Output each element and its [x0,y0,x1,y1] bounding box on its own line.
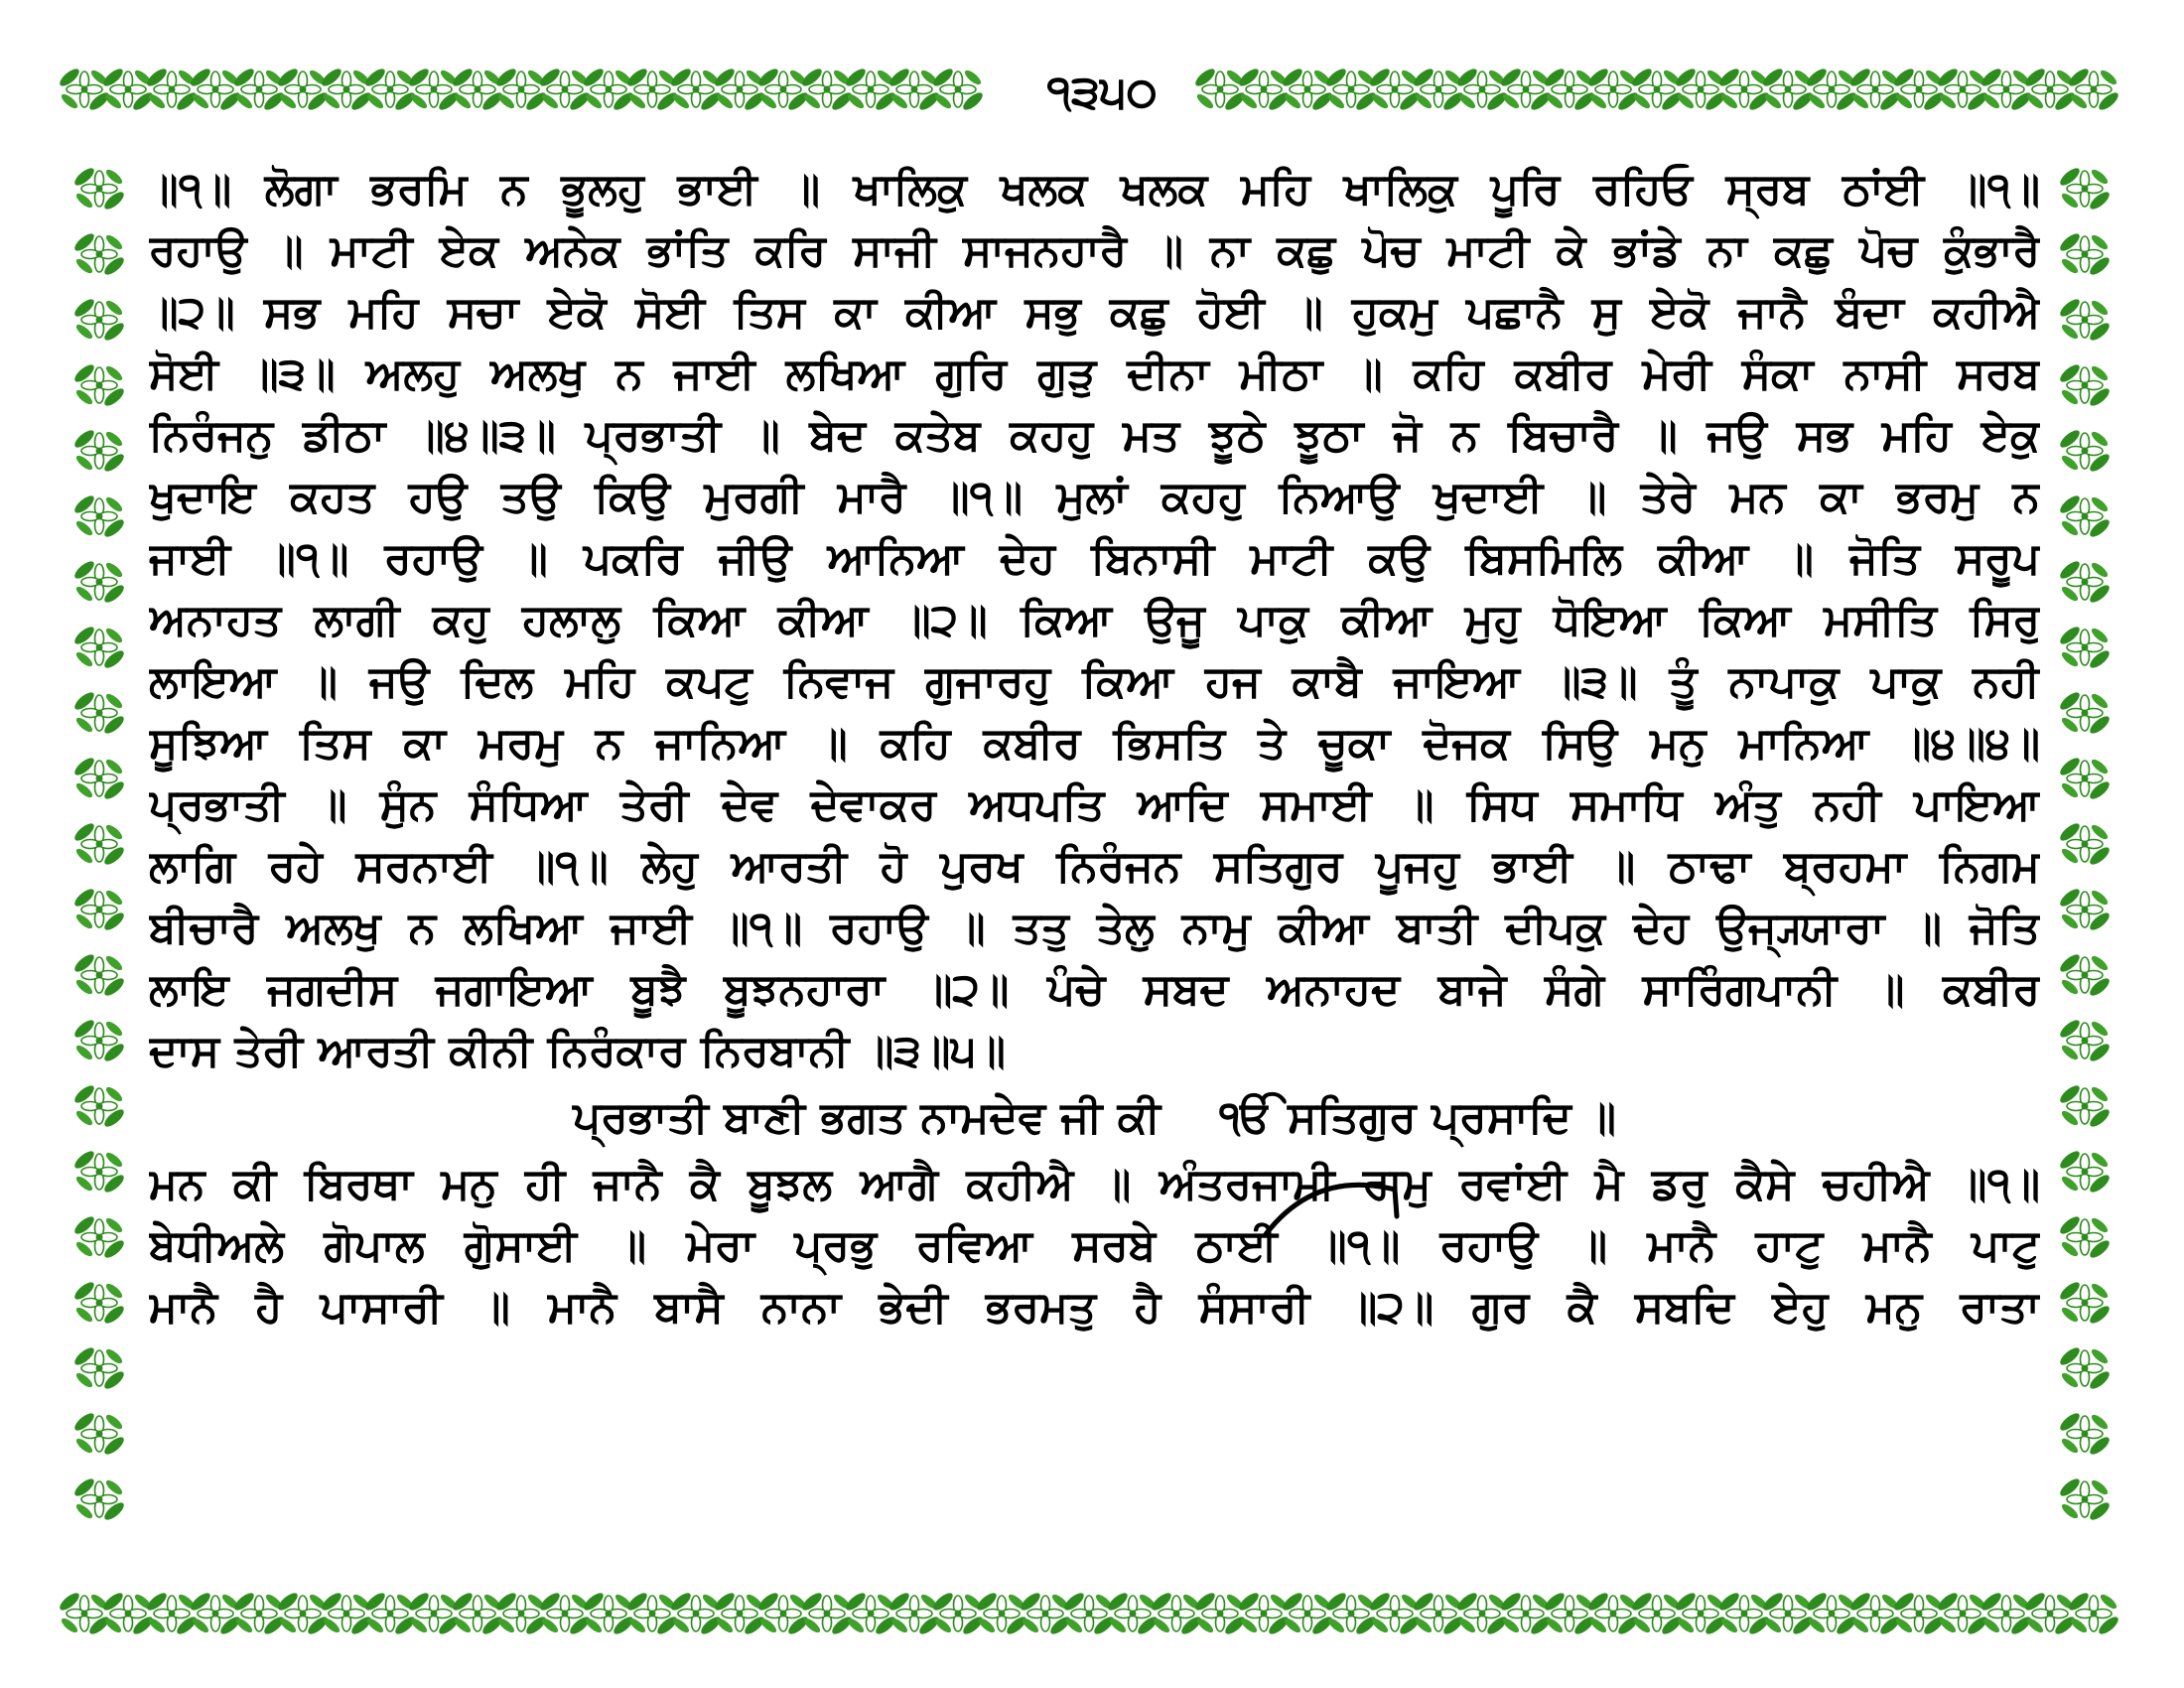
text-line: ਲਾਇਆ ॥ ਜਉ ਦਿਲ ਮਹਿ ਕਪਟੁ ਨਿਵਾਜ ਗੁਜਾਰਹੁ ਕਿਆ ਹਜ ਕਾਬੈ ਜਾਇਆ ॥੩॥ ਤੂੰ ਨਾਪਾਕੁ ਪਾਕੁ ਨਹੀ [149,656,2040,707]
border-flower-icon [72,1344,127,1391]
border-flower-icon [800,66,855,112]
border-flower-icon [1455,1590,1510,1636]
border-flower-icon [669,1590,724,1636]
border-flower-icon [1630,1590,1685,1636]
border-flower-icon [2058,886,2113,932]
border-flower-icon [2058,1213,2113,1260]
border-flower-icon [1586,1590,1641,1636]
border-flower-icon [2058,427,2113,474]
border-flower-icon [2058,1476,2113,1522]
border-flower-icon [189,1590,243,1636]
border-flower-icon [72,296,127,343]
border-flower-icon [1412,1590,1466,1636]
border-flower-icon [2058,1082,2113,1129]
border-flower-icon [1150,1590,1204,1636]
border-flower-icon [713,66,767,112]
border-flower-icon [363,66,418,112]
border-flower-icon [363,1590,418,1636]
border-flower-icon [756,1590,811,1636]
border-flower-icon [1892,66,1947,112]
border-flower-icon [72,624,127,670]
border-flower-icon [1368,1590,1423,1636]
border-flower-icon [276,66,331,112]
border-flower-icon [1281,1590,1335,1636]
border-flower-icon [2058,361,2113,408]
border-flower-icon [2067,66,2121,112]
border-flower-icon [1324,1590,1379,1636]
text-line: ਮਾਨੈ ਹੈ ਪਾਸਾਰੀ ॥ ਮਾਨੈ ਬਾਸੈ ਨਾਨਾ ਭੇਦੀ ਭਰਮਤੁ ਹੈ ਸੰਸਾਰੀ ॥੨॥ ਗੁਰ ਕੈ ਸਬਦਿ ਏਹੁ ਮਨੁ ਰਾਤਾ [149,1282,2040,1333]
border-flower-icon [2067,1590,2121,1636]
border-flower-icon [145,1590,200,1636]
border-flower-icon [145,66,200,112]
border-flower-icon [1237,1590,1292,1636]
border-flower-icon [232,1590,287,1636]
border-flower-icon [1717,1590,1772,1636]
border-flower-icon [2058,296,2113,343]
border-flower-icon [1936,1590,1990,1636]
border-flower-icon [756,66,811,112]
border-flower-icon [1586,66,1641,112]
border-flower-icon [1630,66,1685,112]
border-flower-icon [1237,66,1292,112]
border-flower-icon [1674,66,1728,112]
border-flower-icon [58,66,112,112]
border-flower-icon [844,1590,898,1636]
border-flower-icon [1499,1590,1554,1636]
border-flower-icon [2058,558,2113,605]
border-flower-icon [2058,165,2113,211]
border-flower-icon [189,66,243,112]
border-flower-icon [582,1590,636,1636]
heading-invocation: ੴ ਸਤਿਗੁਰ ਪ੍ਰਸਾਦਿ ॥ [1219,1092,1616,1143]
border-flower-icon [494,66,549,112]
border-flower-icon [1324,66,1379,112]
border-flower-icon [1761,1590,1816,1636]
scripture-text [149,159,2040,1338]
border-flower-icon [276,1590,331,1636]
border-flower-icon [320,1590,374,1636]
text-line: ਬੇਧੀਅਲੇ ਗੋਪਾਲ ਗੋੁਸਾਈ ॥ ਮੇਰਾ ਪ੍ਰਭੁ ਰਵਿਆ ਸਰਬੇ ਠਾਈ ॥੧॥ ਰਹਾਉ ॥ ਮਾਨੈ ਹਾਟੁ ਮਾਨੈ ਪਾਟੁ [149,1220,2040,1271]
border-flower-icon [2058,755,2113,801]
border-flower-icon [494,1590,549,1636]
border-flower-icon [1848,1590,1903,1636]
border-flower-icon [931,1590,986,1636]
border-flower-icon [101,66,156,112]
text-line: ਲਾਇ ਜਗਦੀਸ ਜਗਾਇਆ ਬੂਝੈ ਬੂਝਨਹਾਰਾ ॥੨॥ ਪੰਚੇ ਸਬਦ ਅਨਾਹਦ ਬਾਜੇ ਸੰਗੇ ਸਾਰਿੰਗਪਾਨੀ ॥ ਕਬੀਰ [149,964,2040,1015]
text-line: ਨਿਰੰਜਨੁ ਡੀਠਾ ॥੪॥੩॥ ਪ੍ਰਭਾਤੀ ॥ ਬੇਦ ਕਤੇਬ ਕਹਹੁ ਮਤ ਝੂਠੇ ਝੂਠਾ ਜੋ ਨ ਬਿਚਾਰੈ ॥ ਜਉ ਸਭ ਮਹਿ ਏਕੁ [149,410,2040,461]
border-flower-icon [2058,1410,2113,1457]
border-flower-icon [1674,1590,1728,1636]
border-flower-icon [72,1213,127,1260]
border-flower-icon [2023,66,2078,112]
border-flower-icon [669,66,724,112]
border-flower-icon [931,66,986,112]
border-flower-icon [1848,66,1903,112]
text-line: ਸੂਝਿਆ ਤਿਸ ਕਾ ਮਰਮੁ ਨ ਜਾਨਿਆ ॥ ਕਹਿ ਕਬੀਰ ਭਿਸਤਿ ਤੇ ਚੂਕਾ ਦੋਜਕ ਸਿਉ ਮਨੁ ਮਾਨਿਆ ॥੪॥੪॥ [149,718,2040,769]
border-flower-icon [1062,1590,1117,1636]
border-flower-icon [451,66,505,112]
border-flower-icon [1193,66,1248,112]
border-flower-icon [1543,1590,1597,1636]
border-flower-icon [1892,1590,1947,1636]
border-flower-icon [101,1590,156,1636]
border-flower-icon [1979,1590,2034,1636]
border-flower-icon [72,755,127,801]
border-flower-icon [72,1476,127,1522]
border-flower-icon [72,427,127,474]
border-flower-icon [625,66,680,112]
text-line: ਅਨਾਹਤ ਲਾਗੀ ਕਹੁ ਹਲਾਲੁ ਕਿਆ ਕੀਆ ॥੨॥ ਕਿਆ ਉਜੂ ਪਾਕੁ ਕੀਆ ਮੁਹੁ ਧੋਇਆ ਕਿਆ ਮਸੀਤਿ ਸਿਰੁ [149,595,2040,645]
border-flower-icon [72,1148,127,1195]
border-flower-icon [538,66,593,112]
border-flower-icon [72,1017,127,1063]
text-line: ਮਨ ਕੀ ਬਿਰਥਾ ਮਨੁ ਹੀ ਜਾਨੈ ਕੈ ਬੂਝਲ ਆਗੈ ਕਹੀਐ ॥ ਅੰਤਰਜਾਮੀ ਰਾਮੁ ਰਵਾਂਈ ਮੈ ਡਰੁ ਕੈਸੇ ਚਹੀਐ ॥੧॥ [149,1159,2040,1209]
border-flower-icon [713,1590,767,1636]
border-flower-icon [1543,66,1597,112]
border-flower-icon [1805,1590,1859,1636]
border-flower-icon [887,1590,942,1636]
border-flower-icon [1805,66,1859,112]
border-flower-icon [538,1590,593,1636]
border-flower-icon [1936,66,1990,112]
text-line: ਦਾਸ ਤੇਰੀ ਆਰਤੀ ਕੀਨੀ ਨਿਰੰਕਾਰ ਨਿਰਬਾਨੀ ॥੩॥੫॥ [149,1026,1006,1076]
section-heading [149,1082,2040,1154]
text-line: ਖੁਦਾਇ ਕਹਤ ਹਉ ਤਉ ਕਿਉ ਮੁਰਗੀ ਮਾਰੈ ॥੧॥ ਮੁਲਾਂ ਕਹਹੁ ਨਿਆਉ ਖੁਦਾਈ ॥ ਤੇਰੇ ਮਨ ਕਾ ਭਰਮੁ ਨ [149,472,2040,522]
border-flower-icon [72,1410,127,1457]
text-line: ਬੀਚਾਰੈ ਅਲਖੁ ਨ ਲਖਿਆ ਜਾਈ ॥੧॥ ਰਹਾਉ ॥ ਤਤੁ ਤੇਲੁ ਨਾਮੁ ਕੀਆ ਬਾਤੀ ਦੀਪਕੁ ਦੇਹ ਉਜ੍ਯ੍ਯਾਰਾ ॥ ਜੋਤਿ [149,903,2040,953]
border-flower-icon [1412,66,1466,112]
text-line: ਲਾਗਿ ਰਹੇ ਸਰਨਾਈ ॥੧॥ ਲੇਹੁ ਆਰਤੀ ਹੋ ਪੁਰਖ ਨਿਰੰਜਨ ਸਤਿਗੁਰ ਪੂਜਹੁ ਭਾਈ ॥ ਠਾਢਾ ਬ੍ਰਹਮਾ ਨਿਗਮ [149,841,2040,892]
border-flower-icon [2058,1017,2113,1063]
border-flower-icon [232,66,287,112]
border-flower-icon [1979,66,2034,112]
border-flower-icon [1281,66,1335,112]
border-flower-icon [1499,66,1554,112]
border-flower-icon [2058,230,2113,277]
border-flower-icon [625,1590,680,1636]
border-flower-icon [1455,66,1510,112]
heading-title: ਪ੍ਰਭਾਤੀ ਬਾਣੀ ਭਗਤ ਨਾਮਦੇਵ ਜੀ ਕੀ [573,1092,1160,1143]
border-flower-icon [2058,689,2113,736]
border-flower-icon [1368,66,1423,112]
border-flower-icon [2058,492,2113,539]
border-flower-icon [72,492,127,539]
text-line: ਪ੍ਰਭਾਤੀ ॥ ਸੁੰਨ ਸੰਧਿਆ ਤੇਰੀ ਦੇਵ ਦੇਵਾਕਰ ਅਧਪਤਿ ਆਦਿ ਸਮਾਈ ॥ ਸਿਧ ਸਮਾਧਿ ਅੰਤੁ ਨਹੀ ਪਾਇਆ [149,779,2040,830]
border-flower-icon [1761,66,1816,112]
border-flower-icon [72,558,127,605]
text-line: ॥੨॥ ਸਭ ਮਹਿ ਸਚਾ ਏਕੋ ਸੋਈ ਤਿਸ ਕਾ ਕੀਆ ਸਭੁ ਕਛੁ ਹੋਈ ॥ ਹੁਕਮੁ ਪਛਾਨੈ ਸੁ ਏਕੋ ਜਾਨੈ ਬੰਦਾ ਕਹੀਐ [149,287,2040,338]
border-flower-icon [2023,1590,2078,1636]
border-flower-icon [407,66,462,112]
border-flower-icon [58,1590,112,1636]
border-flower-icon [320,66,374,112]
text-line: ਰਹਾਉ ॥ ਮਾਟੀ ਏਕ ਅਨੇਕ ਭਾਂਤਿ ਕਰਿ ਸਾਜੀ ਸਾਜਨਹਾਰੈ ॥ ਨਾ ਕਛੁ ਪੋਚ ਮਾਟੀ ਕੇ ਭਾਂਡੇ ਨਾ ਕਛੁ ਪੋਚ ਕੁੰਭਾਰੈ [149,225,2040,276]
border-flower-icon [582,66,636,112]
border-flower-icon [2058,820,2113,867]
border-flower-icon [2058,951,2113,998]
border-flower-icon [72,820,127,867]
border-flower-icon [407,1590,462,1636]
border-flower-icon [2058,1344,2113,1391]
border-flower-icon [72,1279,127,1326]
border-flower-icon [844,66,898,112]
text-line: ॥੧॥ ਲੋਗਾ ਭਰਮਿ ਨ ਭੂਲਹੁ ਭਾਈ ॥ ਖਾਲਿਕੁ ਖਲਕ ਖਲਕ ਮਹਿ ਖਾਲਿਕੁ ਪੂਰਿ ਰਹਿਓ ਸ੍ਰਬ ਠਾਂਈ ॥੧॥ [149,164,2040,214]
border-flower-icon [975,1590,1029,1636]
border-flower-icon [2058,1148,2113,1195]
border-flower-icon [887,66,942,112]
border-flower-icon [72,1082,127,1129]
text-line: ਜਾਈ ॥੧॥ ਰਹਾਉ ॥ ਪਕਰਿ ਜੀਉ ਆਨਿਆ ਦੇਹ ਬਿਨਾਸੀ ਮਾਟੀ ਕਉ ਬਿਸਮਿਲਿ ਕੀਆ ॥ ਜੋਤਿ ਸਰੂਪ [149,533,2040,584]
border-flower-icon [800,1590,855,1636]
border-flower-icon [72,886,127,932]
border-flower-icon [2058,1279,2113,1326]
text-line: ਸੋਈ ॥੩॥ ਅਲਹੁ ਅਲਖੁ ਨ ਜਾਈ ਲਖਿਆ ਗੁਰਿ ਗੁੜੁ ਦੀਨਾ ਮੀਠਾ ॥ ਕਹਿ ਕਬੀਰ ਮੇਰੀ ਸੰਕਾ ਨਾਸੀ ਸਰਬ [149,349,2040,399]
border-flower-icon [72,951,127,998]
border-flower-icon [2058,624,2113,670]
border-flower-icon [1193,1590,1248,1636]
border-flower-icon [72,230,127,277]
border-flower-icon [1019,1590,1073,1636]
border-flower-icon [72,165,127,211]
page-number: ੧੩੫੦ [1013,62,1191,121]
border-flower-icon [72,689,127,736]
border-flower-icon [451,1590,505,1636]
ek-onkar-arc-icon [1256,1175,1415,1244]
border-flower-icon [72,361,127,408]
border-flower-icon [1717,66,1772,112]
border-flower-icon [1106,1590,1160,1636]
